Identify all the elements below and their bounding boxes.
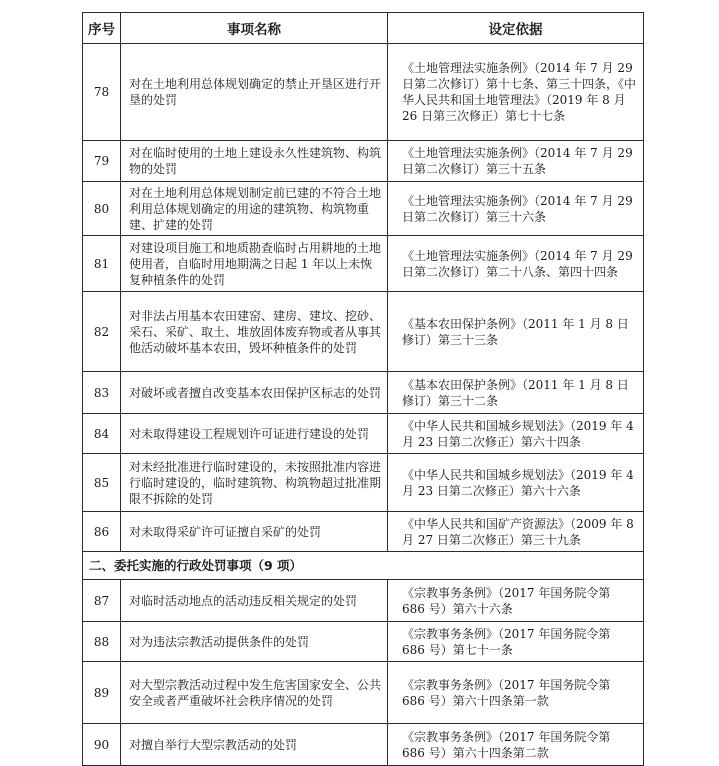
row-name: 对在临时使用的土地上建设永久性建筑物、构筑物的处罚 — [121, 141, 388, 182]
table-row — [83, 454, 644, 512]
row-basis: 《基本农田保护条例》（2011 年 1 月 8 日修订）第三十三条 — [388, 292, 644, 372]
row-no: 87 — [83, 580, 121, 622]
row-no: 83 — [83, 372, 121, 414]
row-name: 对未经批准进行临时建设的，未按照批准内容进行临时建设的，临时建筑物、构筑物超过批准期限不拆除的处罚 — [121, 454, 388, 512]
row-name: 对未取得建设工程规划许可证进行建设的处罚 — [121, 414, 388, 454]
row-basis: 《基本农田保护条例》（2011 年 1 月 8 日修订）第三十二条 — [388, 372, 644, 414]
row-name: 对在土地利用总体规划制定前已建的不符合土地利用总体规划确定的用途的建筑物、构筑物重建、扩建的处罚 — [121, 182, 388, 236]
section-row — [83, 552, 644, 580]
row-name: 对临时活动地点的活动违反相关规定的处罚 — [121, 580, 388, 622]
header-basis: 设定依据 — [388, 13, 644, 44]
row-basis: 《土地管理法实施条例》（2014 年 7 月 29 日第二次修订）第三十六条 — [388, 182, 644, 236]
table-row — [83, 622, 644, 662]
row-basis: 《土地管理法实施条例》（2014 年 7 月 29 日第二次修订）第三十五条 — [388, 141, 644, 182]
row-no: 82 — [83, 292, 121, 372]
table-row — [83, 44, 644, 141]
row-no: 90 — [83, 724, 121, 766]
table-row — [83, 724, 644, 766]
table-row — [83, 414, 644, 454]
row-basis: 《中华人民共和国矿产资源法》（2009 年 8 月 27 日第二次修正）第三十九条 — [388, 512, 644, 552]
table-row — [83, 372, 644, 414]
row-basis: 《中华人民共和国城乡规划法》（2019 年 4 月 23 日第二次修正）第六十四条 — [388, 414, 644, 454]
row-no: 89 — [83, 662, 121, 724]
table-row — [83, 141, 644, 182]
row-basis: 《宗教事务条例》（2017 年国务院令第 686 号）第七十一条 — [388, 622, 644, 662]
row-basis: 《中华人民共和国城乡规划法》（2019 年 4 月 23 日第二次修正）第六十六条 — [388, 454, 644, 512]
table-row — [83, 512, 644, 552]
row-no: 80 — [83, 182, 121, 236]
table-row — [83, 662, 644, 724]
row-basis: 《宗教事务条例》（2017 年国务院令第 686 号）第六十四条第一款 — [388, 662, 644, 724]
row-no: 81 — [83, 236, 121, 292]
row-name: 对建设项目施工和地质勘查临时占用耕地的土地使用者，自临时用地期满之日起 1 年以上未恢复种植条件的处罚 — [121, 236, 388, 292]
row-name: 对擅自举行大型宗教活动的处罚 — [121, 724, 388, 766]
row-name: 对破坏或者擅自改变基本农田保护区标志的处罚 — [121, 372, 388, 414]
row-no: 88 — [83, 622, 121, 662]
table-row — [83, 182, 644, 236]
row-name: 对大型宗教活动过程中发生危害国家安全、公共安全或者严重破坏社会秩序情况的处罚 — [121, 662, 388, 724]
row-basis: 《宗教事务条例》（2017 年国务院令第 686 号）第六十六条 — [388, 580, 644, 622]
row-basis: 《土地管理法实施条例》（2014 年 7 月 29 日第二次修订）第二十八条、第四十四条 — [388, 236, 644, 292]
table-header-row — [83, 13, 644, 44]
row-basis: 《宗教事务条例》（2017 年国务院令第 686 号）第六十四条第二款 — [388, 724, 644, 766]
row-no: 86 — [83, 512, 121, 552]
table-row — [83, 580, 644, 622]
row-basis: 《土地管理法实施条例》（2014 年 7 月 29 日第二次修订）第十七条、第三十四条，《中华人民共和国土地管理法》（2019 年 8 月 26 日第三次修正）第七十七条 — [388, 44, 644, 141]
row-no: 79 — [83, 141, 121, 182]
table-row — [83, 292, 644, 372]
row-no: 84 — [83, 414, 121, 454]
row-name: 对未取得采矿许可证擅自采矿的处罚 — [121, 512, 388, 552]
row-name: 对在土地利用总体规划确定的禁止开垦区进行开垦的处罚 — [121, 44, 388, 141]
section-title: 二、委托实施的行政处罚事项（9 项） — [83, 552, 644, 580]
penalty-items-table — [82, 12, 644, 766]
row-name: 对非法占用基本农田建窑、建房、建坟、挖砂、采石、采矿、取土、堆放固体废弃物或者从事其他活动破坏基本农田，毁坏种植条件的处罚 — [121, 292, 388, 372]
table-row — [83, 236, 644, 292]
row-no: 85 — [83, 454, 121, 512]
header-name: 事项名称 — [121, 13, 388, 44]
header-no: 序号 — [83, 13, 121, 44]
row-no: 78 — [83, 44, 121, 141]
row-name: 对为违法宗教活动提供条件的处罚 — [121, 622, 388, 662]
